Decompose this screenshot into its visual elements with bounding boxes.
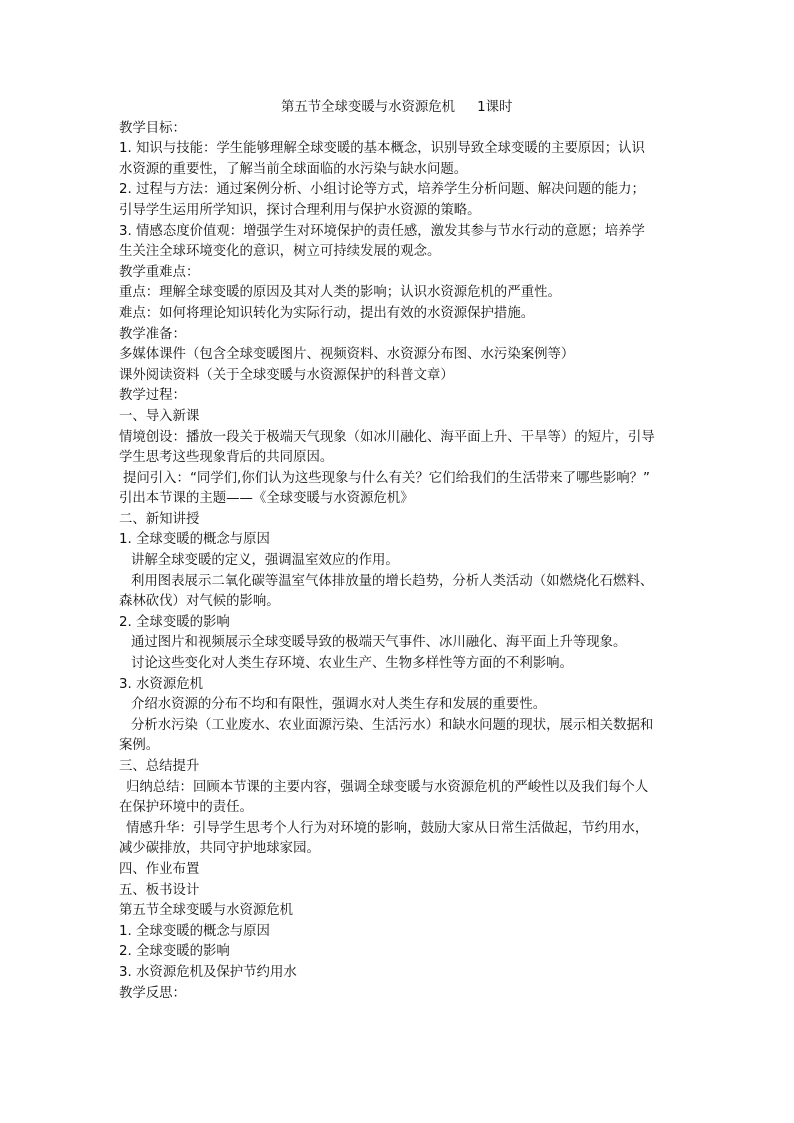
summary-emotion: 情感升华：引导学生思考个人行为对环境的影响，鼓励大家从日常生活做起，节约用水，: [126, 820, 649, 836]
heading-key-points: 教学重难点：: [119, 264, 200, 280]
objective-knowledge: 1. 知识与技能：学生能够理解全球变暖的基本概念，识别导致全球变暖的主要原因；认识: [119, 141, 645, 157]
document-title: [119, 98, 699, 119]
concept-definition: 讲解全球变暖的定义，强调温室效应的作用。: [131, 553, 399, 569]
title-period: 1课时: [477, 100, 513, 115]
summary-emotion-cont: 减少碳排放，共同守护地球家园。: [119, 841, 320, 857]
objective-attitude: 3. 情感态度价值观：增强学生对环境保护的责任感，激发其参与节水行动的意愿；培养学: [119, 223, 645, 239]
heading-reflection: 教学反思：: [119, 985, 186, 1001]
subsection-concept: 1. 全球变暖的概念与原因: [119, 532, 270, 548]
concept-chart: 利用图表展示二氧化碳等温室气体排放量的增长趋势，分析人类活动（如燃烧化石燃料、: [131, 573, 654, 589]
summary-review-cont: 在保护环境中的责任。: [119, 800, 253, 816]
objective-attitude-cont: 生关注全球环境变化的意识，树立可持续发展的观念。: [119, 244, 441, 260]
section-summary: 三、总结提升: [119, 759, 200, 774]
preparation-media: 多媒体课件（包含全球变暖图片、视频资料、水资源分布图、水污染案例等）: [119, 347, 575, 363]
lesson-plan-document: [119, 98, 699, 1004]
preparation-reading: 课外阅读资料（关于全球变暖与水资源保护的科普文章）: [119, 367, 454, 383]
impact-discussion: 讨论这些变化对人类生存环境、农业生产、生物多样性等方面的不利影响。: [131, 656, 573, 672]
impact-media: 通过图片和视频展示全球变暖导致的极端天气事件、冰川融化、海平面上升等现象。: [131, 635, 627, 651]
intro-scenario: 情境创设：播放一段关于极端天气现象（如冰川融化、海平面上升、干旱等）的短片，引导: [119, 429, 655, 445]
objective-process-cont: 引导学生运用所学知识，探讨合理利用与保护水资源的策略。: [119, 202, 481, 218]
intro-topic: 引出本节课的主题——《全球变暖与水资源危机》: [119, 491, 414, 507]
heading-objectives: 教学目标：: [119, 120, 186, 136]
concept-chart-cont: 森林砍伐）对气候的影响。: [119, 594, 280, 610]
water-pollution: 分析水污染（工业废水、农业面源污染、生活污水）和缺水问题的现状，展示相关数据和: [131, 717, 654, 733]
section-board-design: 五、板书设计: [119, 882, 200, 898]
heading-process: 教学过程：: [119, 388, 186, 404]
objective-knowledge-cont: 水资源的重要性，了解当前全球面临的水污染与缺水问题。: [119, 161, 468, 177]
water-distribution: 介绍水资源的分布不均和有限性，强调水对人类生存和发展的重要性。: [131, 697, 547, 713]
section-introduction: 一、导入新课: [119, 408, 200, 424]
title-main: 第五节全球变暖与水资源危机: [281, 100, 456, 115]
section-new-knowledge: 二、新知讲授: [119, 511, 200, 527]
board-item-2: 2. 全球变暖的影响: [119, 944, 230, 960]
subsection-water-crisis: 3. 水资源危机: [119, 676, 203, 692]
subsection-impact: 2. 全球变暖的影响: [119, 614, 230, 630]
intro-scenario-cont: 学生思考这些现象背后的共同原因。: [119, 450, 334, 466]
water-pollution-cont: 案例。: [119, 738, 160, 754]
board-title: 第五节全球变暖与水资源危机: [119, 903, 294, 919]
difficult-point: 难点：如何将理论知识转化为实际行动，提出有效的水资源保护措施。: [119, 305, 535, 321]
key-point: 重点：理解全球变暖的原因及其对人类的影响；认识水资源危机的严重性。: [119, 285, 561, 301]
section-homework: 四、作业布置: [119, 861, 200, 877]
heading-preparation: 教学准备：: [119, 326, 186, 342]
board-item-1: 1. 全球变暖的概念与原因: [119, 923, 270, 939]
intro-question: 提问引入：“同学们,你们认为这些现象与什么有关？它们给我们的生活带来了哪些影响？”: [123, 470, 650, 486]
summary-review: 归纳总结：回顾本节课的主要内容，强调全球变暖与水资源危机的严峻性以及我们每个人: [126, 779, 649, 795]
board-item-3: 3. 水资源危机及保护节约用水: [119, 964, 297, 980]
objective-process: 2. 过程与方法：通过案例分析、小组讨论等方式，培养学生分析问题、解决问题的能力；: [119, 182, 645, 198]
